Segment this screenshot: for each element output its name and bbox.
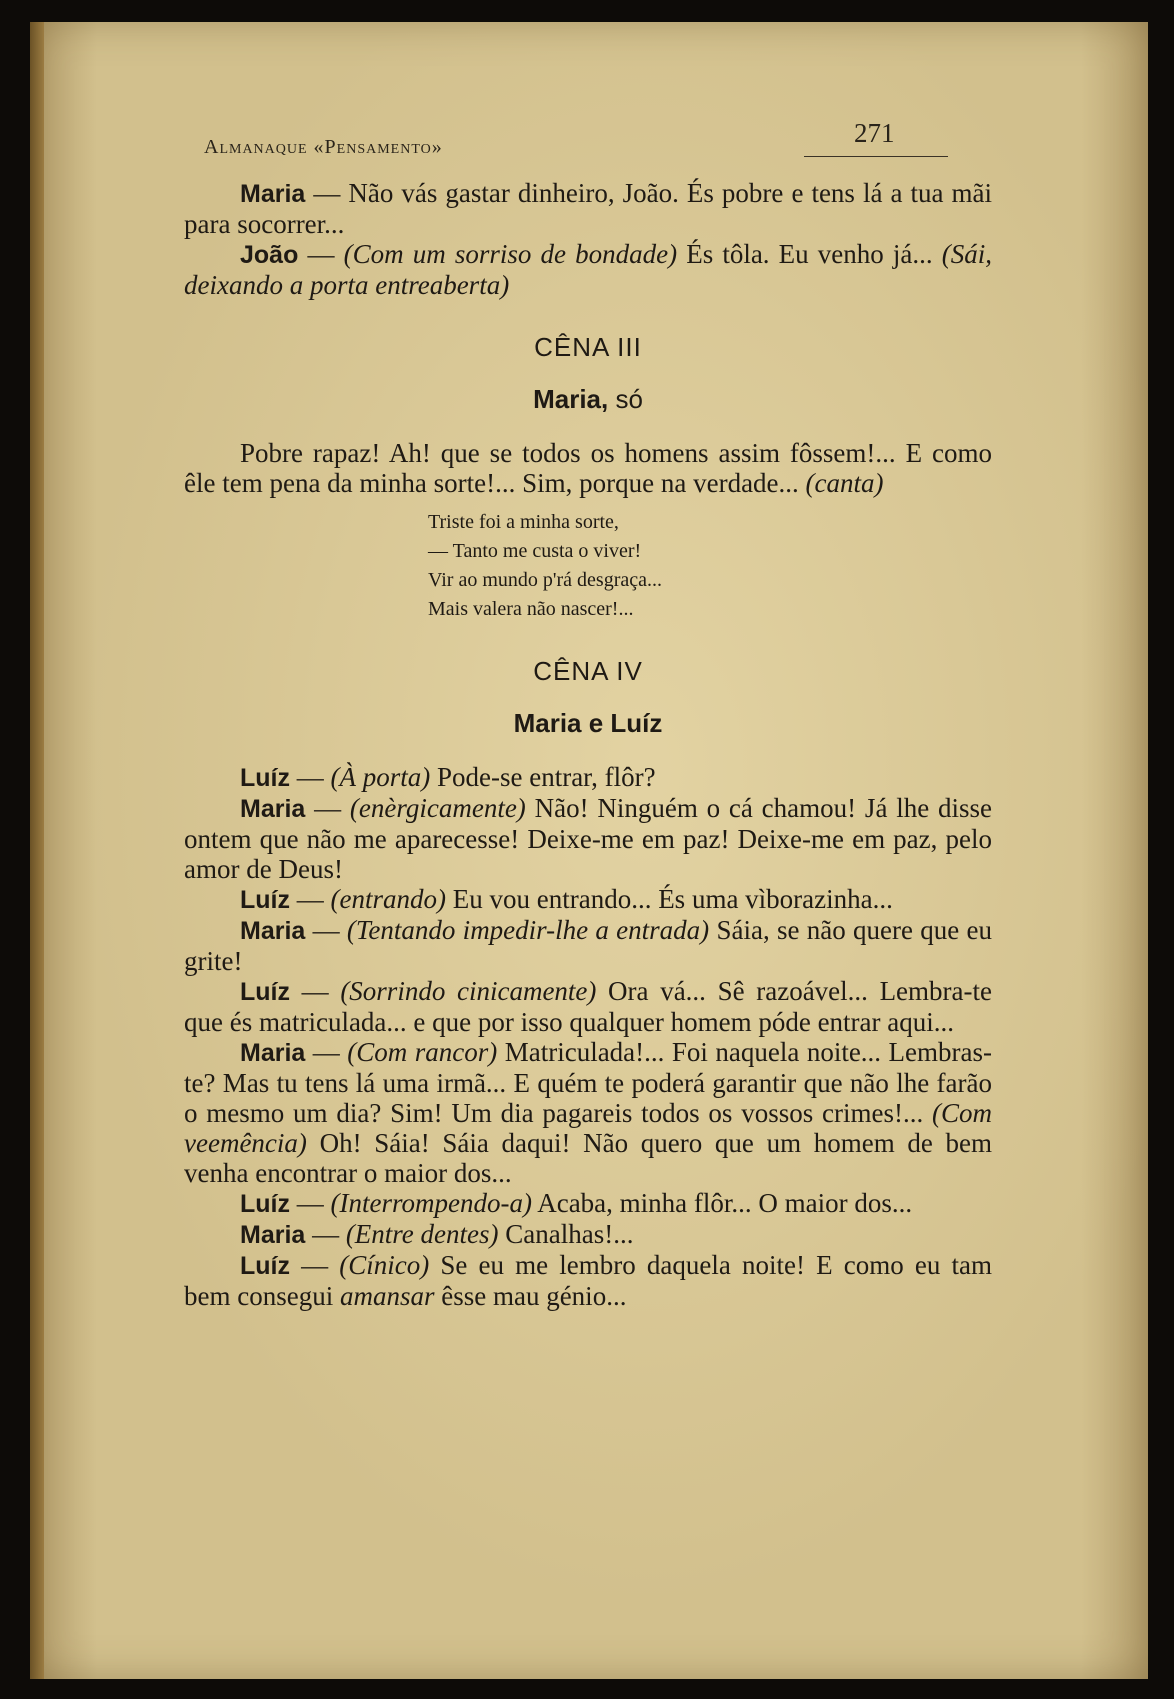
speaker-name: Maria [240, 1221, 306, 1249]
speech-dash: — [298, 239, 344, 269]
speaker-name: Maria [240, 180, 306, 208]
speech-dash: — [290, 762, 331, 792]
speech-luiz-3 [184, 976, 992, 1037]
page-header [174, 118, 944, 162]
header-rule [804, 156, 948, 157]
speech-text: Não! Ninguém o cá chamou! Já lhe disse ontem que não me aparecesse! Deixe-me em paz! Deixe-me em paz, pelo amor de Deus! [184, 793, 992, 884]
scene-3-characters [184, 384, 992, 414]
stage-direction: (Entre dentes) [345, 1219, 499, 1249]
speech-text: Pode-se entrar, flôr? [430, 762, 656, 792]
speech-text: Canalhas!... [498, 1219, 634, 1249]
speaker-name: Luíz [240, 978, 290, 1006]
page-binding-edge [30, 22, 44, 1679]
speech-text: És tôla. Eu venho já... [677, 239, 942, 269]
running-head: Almanaque «Pensamento» [204, 136, 443, 158]
speech-text: Se eu me lembro daquela noite! E como eu tam bem consegui [184, 1250, 992, 1311]
speech-dash: — [305, 1037, 348, 1067]
speaker-name: Luíz [240, 886, 290, 914]
speech-dash: — [305, 793, 350, 823]
speech-text: êsse mau génio... [434, 1281, 627, 1311]
speech-maria-1 [184, 178, 992, 239]
speech-maria-5 [184, 1219, 992, 1250]
speech-joao-1 [184, 239, 992, 300]
song-verse [428, 508, 992, 624]
speech-text: — Não vás gastar dinheiro, João. És pobre e tens lá a tua mãi para socorrer... [184, 178, 992, 239]
stage-direction: (canta) [805, 468, 884, 498]
speech-dash: — [290, 1188, 331, 1218]
speech-text: Eu vou entrando... És uma vìborazinha... [445, 884, 893, 914]
speaker-name: João [240, 241, 299, 269]
scene-4-title: CÊNA IV [533, 656, 643, 686]
speech-dash: — [290, 1250, 340, 1280]
scene-character: Maria, [533, 384, 609, 414]
speech-maria-3 [184, 915, 992, 976]
song-line: Triste foi a minha sorte, [428, 511, 619, 533]
stage-direction: (À porta) [330, 762, 431, 792]
stage-direction: (entrando) [330, 884, 446, 914]
speech-text: Acaba, minha flôr... O maior dos... [531, 1188, 913, 1218]
song-line: Vir ao mundo p'rá desgraça... [428, 569, 662, 591]
page-body [184, 178, 992, 1311]
speech-maria-4 [184, 1037, 992, 1188]
speech-text: Ora vá... Sê razoável... Lembra-te que és matriculada... e que por isso qualquer homem póde entrar aqui... [184, 976, 992, 1037]
speech-luiz-5 [184, 1250, 992, 1311]
stage-direction: (Sorrindo cinicamente) [340, 976, 597, 1006]
speech-maria-2 [184, 793, 992, 884]
speaker-name: Luíz [240, 1190, 290, 1218]
stage-direction: (Cínico) [339, 1250, 430, 1280]
stage-direction: (Com um sorriso de bondade) [343, 239, 678, 269]
speaker-name: Maria [240, 1039, 306, 1067]
speech-dash: — [305, 915, 347, 945]
speech-luiz-1 [184, 762, 992, 793]
song-line: Mais valera não nascer!... [428, 598, 634, 620]
stage-direction: (Sái, deixando a porta entreaberta) [184, 239, 992, 300]
speech-dash: — [305, 1219, 346, 1249]
scene-character-note: só [608, 384, 643, 414]
speech-text: Sáia, se não quere que eu grite! [184, 915, 993, 976]
speech-text: Oh! Sáia! Sáia daqui! Não quero que um homem de bem venha encontrar o maior dos... [184, 1128, 992, 1188]
speaker-name: Maria [240, 917, 306, 945]
speech-text: Matriculada!... Foi naquela noite... Lembras-te? Mas tu tens lá uma irmã... E quém te poderá garantir que não lhe farão o mesmo um dia? Sim! Um dia pagareis todos os vossos crimes!... [184, 1037, 992, 1128]
stage-direction: (enèrgicamente) [349, 793, 526, 823]
monologue-maria [184, 438, 992, 498]
scene-4-characters: Maria e Luíz [513, 708, 663, 738]
page-number: 271 [854, 118, 895, 148]
stage-direction: (Com veemência) [184, 1098, 992, 1158]
speech-luiz-2 [184, 884, 992, 915]
stage-direction: (Com rancor) [347, 1037, 498, 1067]
song-line: — Tanto me custa o viver! [428, 540, 642, 562]
stage-direction: (Interrompendo-a) [330, 1188, 532, 1218]
speech-dash: — [290, 976, 341, 1006]
speaker-name: Maria [240, 795, 306, 823]
speech-luiz-4 [184, 1188, 992, 1219]
monologue-text: Pobre rapaz! Ah! que se todos os homens assim fôssem!... E como êle tem pena da minha sorte!... Sim, porque na verdade... [184, 438, 992, 498]
speaker-name: Luíz [240, 764, 290, 792]
emphasized-word: amansar [339, 1281, 435, 1311]
speaker-name: Luíz [240, 1252, 290, 1280]
stage-direction: (Tentando impedir-lhe a entrada) [346, 915, 710, 945]
scene-3-title: CÊNA III [534, 332, 642, 362]
speech-dash: — [290, 884, 331, 914]
